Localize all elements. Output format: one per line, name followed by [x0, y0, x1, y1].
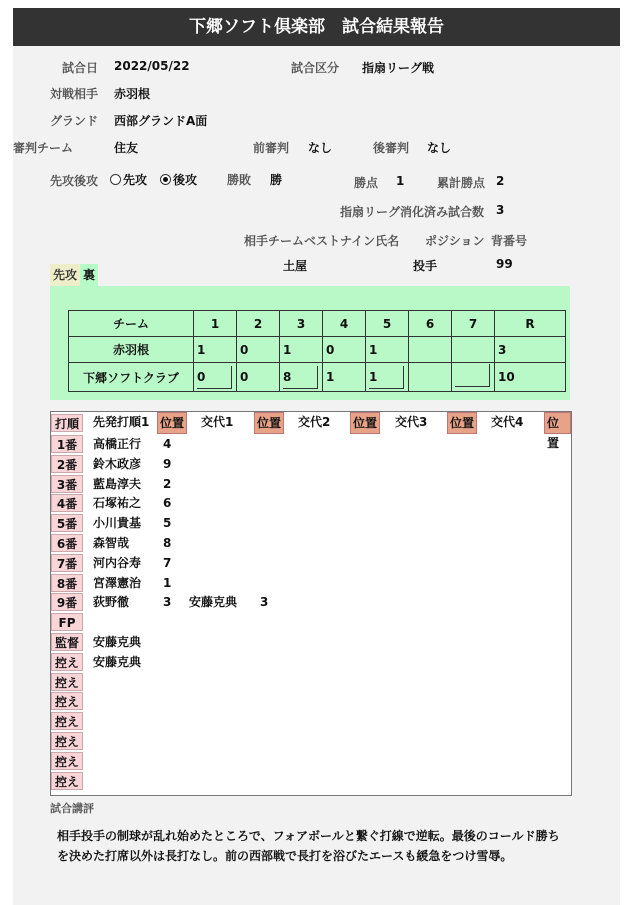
batting-order-cell: FP: [51, 613, 83, 631]
header-runs: R: [495, 311, 566, 337]
team-name: 下郷ソフトクラブ: [69, 363, 194, 392]
post-umpire-label: 後審判: [373, 141, 410, 155]
result-label: 勝敗: [227, 173, 252, 187]
batting-order-cell: 6番: [51, 534, 83, 552]
sub3-header: 交代3: [395, 415, 428, 429]
player-name: 高橋正行: [93, 437, 142, 451]
tab-first[interactable]: 先攻: [50, 264, 80, 286]
points-label: 勝点: [354, 176, 379, 190]
inning-score: 1: [194, 337, 237, 363]
player-name: 宮澤憲治: [93, 575, 142, 590]
opponent-value: 赤羽根: [114, 87, 151, 101]
inning-score: 0: [194, 363, 237, 392]
pre-umpire-value: なし: [308, 141, 333, 155]
page-title: 下郷ソフト倶楽部 試合結果報告: [13, 8, 620, 46]
header-inning-2: 2: [237, 311, 280, 337]
batting-order-cell: 5番: [51, 514, 83, 532]
player-name: 石塚祐之: [93, 496, 142, 511]
position-header: 位置: [544, 412, 571, 434]
scoreboard-row: [69, 337, 566, 363]
header-inning-7: 7: [452, 311, 495, 337]
ground-value: 西部グランドA面: [114, 114, 208, 128]
header-inning-4: 4: [323, 311, 366, 337]
post-umpire-value: なし: [427, 141, 452, 155]
total-points-value: 2: [496, 174, 505, 188]
sub1-name: 安藤克典: [189, 595, 238, 610]
batting-order-cell: 3番: [51, 475, 83, 493]
date-value: 2022/05/22: [114, 59, 190, 73]
type-label: 試合区分: [291, 61, 340, 75]
player-name: 小川貴基: [93, 516, 142, 531]
inning-score: 0: [237, 337, 280, 363]
batting-order-cell: 控え: [51, 673, 83, 691]
best-nine-label: 相手チームベストナイン氏名: [244, 234, 400, 248]
inning-score: [452, 337, 495, 363]
pre-umpire-label: 前審判: [253, 141, 290, 155]
batting-order-cell: 2番: [51, 455, 83, 473]
inning-score: 1: [323, 363, 366, 392]
player-position: 9: [163, 456, 172, 471]
player-position: 4: [163, 437, 172, 451]
second-radio[interactable]: 後攻: [160, 171, 197, 188]
scoreboard: [68, 310, 566, 392]
player-position: 1: [163, 575, 172, 590]
batting-order-cell: 控え: [51, 732, 83, 750]
position-header: 位置: [254, 412, 284, 434]
player-position: 5: [163, 516, 172, 531]
sub1-position: 3: [260, 595, 269, 610]
number-label: 背番号: [491, 234, 528, 248]
radio-off-icon: [110, 174, 121, 185]
batting-order-cell: 控え: [51, 653, 83, 671]
starter-header: 先発打順1: [93, 415, 150, 429]
total-runs: 10: [495, 363, 566, 392]
header-team: チーム: [69, 311, 194, 337]
inning-score: 0: [323, 337, 366, 363]
ground-label: グランド: [50, 114, 99, 128]
batting-order-cell: 9番: [51, 593, 83, 611]
player-name: 荻野徹: [93, 595, 130, 610]
player-name: 安藤克典: [93, 654, 142, 669]
total-points-label: 累計勝点: [437, 176, 486, 190]
position-label: ポジション: [425, 234, 485, 248]
first-radio[interactable]: 先攻: [110, 171, 147, 188]
inning-score: [409, 337, 452, 363]
inning-score: 0: [237, 363, 280, 392]
opponent-label: 対戦相手: [50, 87, 99, 101]
games-played-value: 3: [496, 203, 505, 217]
inning-score: [409, 363, 452, 392]
sub1-header: 交代1: [201, 415, 234, 429]
lineup-table: [50, 411, 572, 796]
order-header: 打順: [51, 414, 83, 432]
type-value: 指扇リーグ戦: [362, 61, 435, 75]
radio-on-icon: [160, 174, 171, 185]
scoreboard-panel: [50, 286, 570, 400]
umpire-team-label: 審判チーム: [13, 141, 74, 155]
inning-tabs: [50, 264, 98, 286]
player-name: 鈴木政彦: [93, 456, 142, 471]
player-position: 8: [163, 536, 172, 550]
inning-score: 1: [366, 363, 409, 392]
batting-order-cell: 7番: [51, 554, 83, 572]
batting-order-cell: 控え: [51, 692, 83, 710]
points-value: 1: [396, 174, 405, 188]
inning-score: 1: [366, 337, 409, 363]
batting-order-cell: 1番: [51, 435, 83, 453]
batting-order-cell: 4番: [51, 494, 83, 512]
player-name: 森智哉: [93, 536, 130, 550]
player-position: 3: [163, 595, 172, 610]
result-value: 勝: [270, 173, 283, 187]
batting-order-cell: 控え: [51, 712, 83, 730]
player-name: 河内谷寿: [93, 555, 142, 570]
position-header: 位置: [157, 412, 187, 434]
scoreboard-row: [69, 363, 566, 392]
batting-order-cell: 監督: [51, 633, 83, 651]
games-played-label: 指扇リーグ消化済み試合数: [340, 205, 485, 219]
sub2-header: 交代2: [298, 415, 331, 429]
comment-label: 試合講評: [50, 802, 94, 815]
best-nine-name: 土屋: [283, 259, 308, 273]
inning-score: 1: [280, 337, 323, 363]
player-position: 7: [163, 555, 172, 570]
best-nine-position: 投手: [413, 259, 438, 273]
team-name: 赤羽根: [69, 337, 194, 363]
header-inning-3: 3: [280, 311, 323, 337]
header-inning-5: 5: [366, 311, 409, 337]
batting-order-label: 先攻後攻: [50, 174, 99, 188]
position-header: 位置: [447, 412, 477, 434]
best-nine-number: 99: [496, 257, 513, 271]
date-label: 試合日: [62, 61, 99, 75]
total-runs: 3: [495, 337, 566, 363]
umpire-team-value: 住友: [114, 141, 139, 155]
tab-second[interactable]: 裏: [80, 264, 98, 286]
header-inning-1: 1: [194, 311, 237, 337]
player-position: 6: [163, 496, 172, 511]
position-header: 位置: [350, 412, 380, 434]
comment-text: 相手投手の制球が乱れ始めたところで、フォアボールと繋ぐ打線で逆転。最後のコールド勝ちを決めた打席以外は長打なし。前の西部戦で長打を浴びたエースも緩急をつけ雪辱。: [57, 829, 560, 863]
sub4-header: 交代4: [491, 415, 524, 429]
inning-score: 8: [280, 363, 323, 392]
batting-order-cell: 8番: [51, 574, 83, 592]
player-name: 藍島淳夫: [93, 476, 142, 491]
player-position: 2: [163, 476, 172, 491]
player-name: 安藤克典: [93, 635, 142, 649]
header-inning-6: 6: [409, 311, 452, 337]
batting-order-cell: 控え: [51, 752, 83, 770]
batting-order-cell: 控え: [51, 772, 83, 790]
scoreboard-header: [69, 311, 566, 337]
inning-score: [452, 363, 495, 392]
